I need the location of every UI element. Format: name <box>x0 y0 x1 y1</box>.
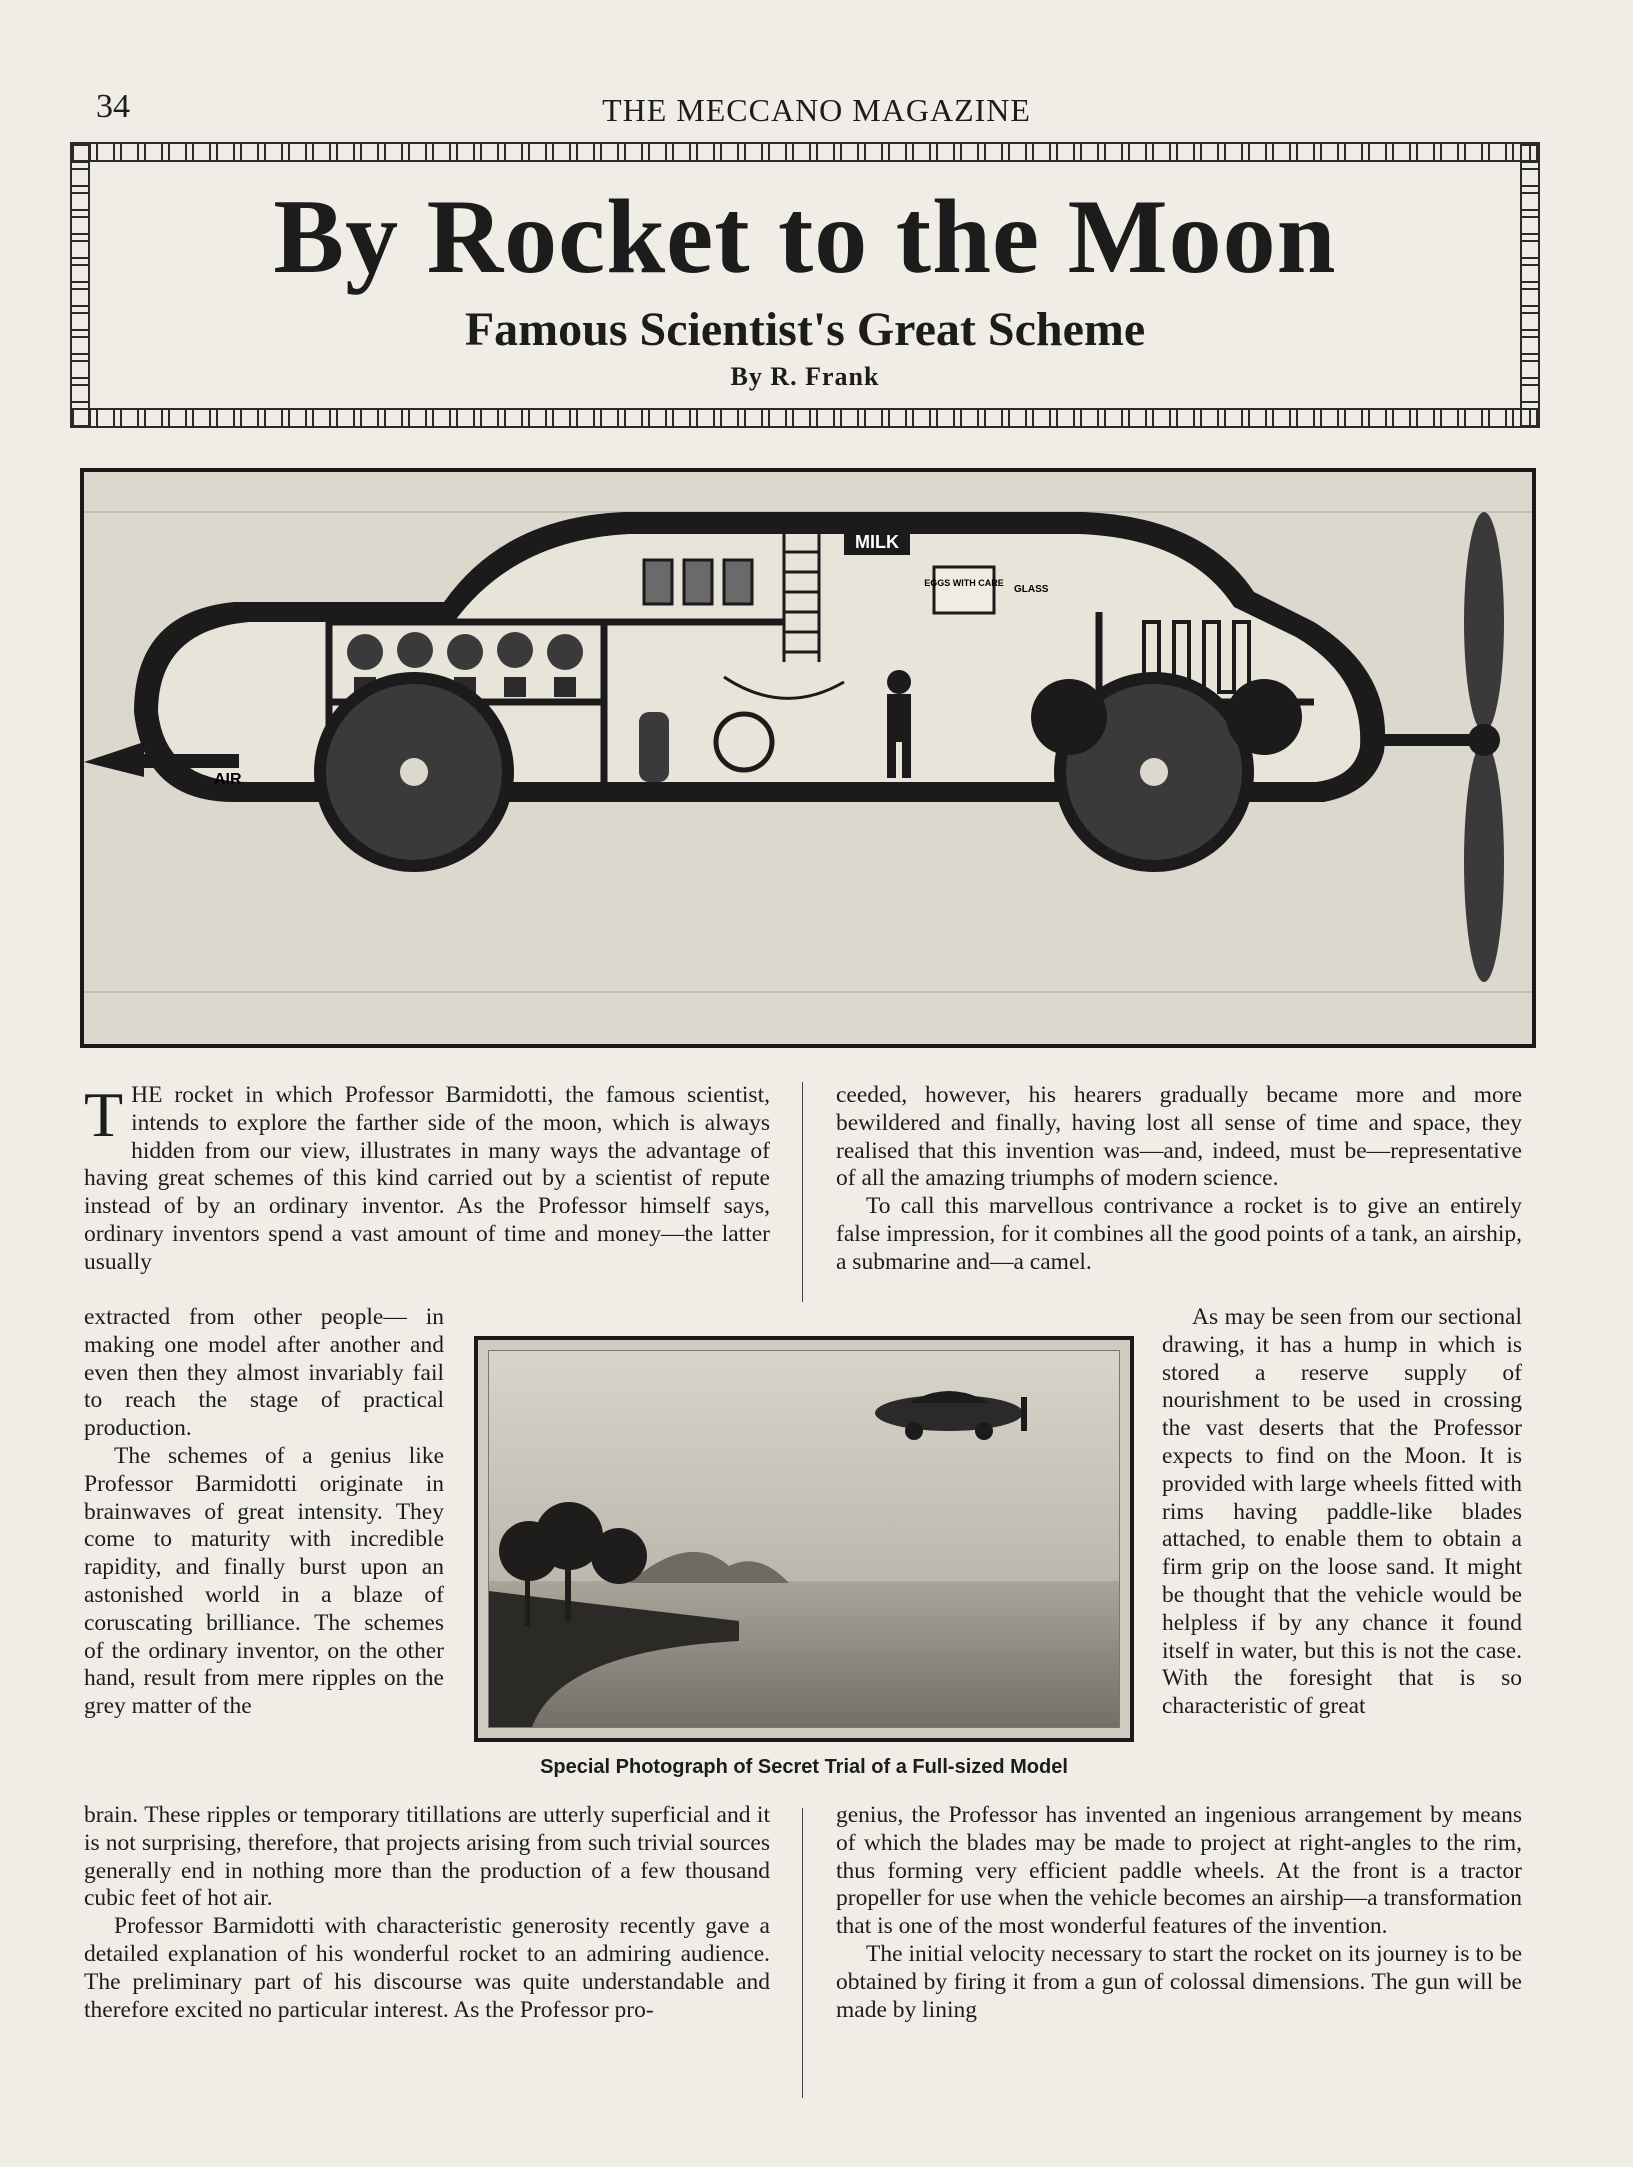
paragraph: HE rocket in which Professor Barmidotti, the famous scientist, intends to explore the farther side of the moon, which is always hidden from our view, illustrates in many ways the advantage of having great schemes of this kind carried out by a scientist of repute instead of by an ordinary inventor. As the Professor himself says, ordinary inventors spend a vast amount of time and money—the latter usually <box>84 1082 770 1275</box>
photo-frame <box>488 1350 1120 1728</box>
photo-caption: Special Photograph of Secret Trial of a Full-sized Model <box>540 1756 1068 1778</box>
column-rule <box>802 1808 803 2098</box>
sectional-drawing <box>80 468 1536 1048</box>
article-subtitle: Famous Scientist's Great Scheme <box>464 303 1146 356</box>
article-byline: By R. Frank <box>730 362 880 391</box>
rocket-drawing-svg <box>84 472 1532 1044</box>
label-eggs: EGGS WITH CARE <box>924 578 1004 588</box>
right-column-narrow <box>1162 1304 1522 1721</box>
border-top <box>70 142 1540 162</box>
paragraph: ceeded, however, his hearers gradually became more and more bewildered and finally, having lost all sense of time and space, they realised that this invention was—and, indeed, must be—representative of all the amazing triumphs of modern science. <box>836 1082 1522 1192</box>
article-title: By Rocket to the Moon <box>273 178 1337 295</box>
paragraph: genius, the Professor has invented an ingenious arrangement by means of which the blades may be made to project at right-angles to the rim, thus forming very efficient paddle wheels. At the front is a tractor propeller for use when the vehicle becomes an airship—a transformation that is one of the most wonderful features of the invention. <box>836 1802 1522 1940</box>
paragraph: The initial velocity necessary to start the rocket on its journey is to be obtained by firing it from a gun of colossal dimensions. The gun will be made by lining <box>836 1940 1522 2023</box>
trial-photograph <box>474 1336 1134 1742</box>
photo-svg <box>489 1351 1120 1728</box>
label-milk: MILK <box>855 532 899 552</box>
left-column-narrow <box>84 1304 444 1721</box>
right-column-bottom <box>836 1802 1522 2024</box>
left-column-bottom <box>84 1802 770 2024</box>
paragraph: To call this marvellous contrivance a rocket is to give an entirely false impression, for it combines all the good points of a tank, an airship, a submarine and—a camel. <box>836 1193 1522 1275</box>
label-air: AIR <box>214 771 242 788</box>
paragraph: Professor Barmidotti with characteristic generosity recently gave a detailed explanation of his wonderful rocket to an admiring audience. The preliminary part of his discourse was quite understandable and therefore excited no particular interest. As the Professor pro- <box>84 1913 770 2023</box>
title-frame <box>70 142 1540 428</box>
paragraph: brain. These ripples or temporary titillations are utterly superficial and it is not surprising, therefore, that projects arising from such trivial sources generally end in nothing more than the production of a few thousand cubic feet of hot air. <box>84 1802 770 1912</box>
paragraph: extracted from other people— in making one model after another and even then they almost invariably fail to reach the stage of practical production. <box>84 1304 444 1442</box>
page-number: 34 <box>96 88 130 125</box>
right-column-top <box>836 1082 1522 1277</box>
left-column-top <box>84 1079 770 1277</box>
label-glass: GLASS <box>1014 584 1049 595</box>
running-head: THE MECCANO MAGAZINE <box>602 92 1031 128</box>
paragraph: As may be seen from our sectional drawing, it has a hump in which is stored a reserve supply of nourishment to be used in crossing the vast deserts that the Professor expects to find on the Moon. It is provided with large wheels fitted with rims having paddle-like blades attached, to enable them to obtain a firm grip on the loose sand. It might be thought that the vehicle would be helpless if by any chance it found itself in water, but this is not the case. With the foresight that is so characteristic of great <box>1162 1304 1522 1720</box>
rear-wheel <box>314 672 514 872</box>
drop-cap: T <box>84 1079 124 1150</box>
column-rule <box>802 1082 803 1302</box>
paragraph: The schemes of a genius like Professor Barmidotti originate in brainwaves of great intensity. They come to maturity with incredible rapidity, and finally burst upon an astonished world in a blaze of coruscating brilliance. The schemes of the ordinary inventor, on the other hand, result from mere ripples on the grey matter of the <box>84 1442 444 1720</box>
border-bottom <box>70 408 1540 428</box>
